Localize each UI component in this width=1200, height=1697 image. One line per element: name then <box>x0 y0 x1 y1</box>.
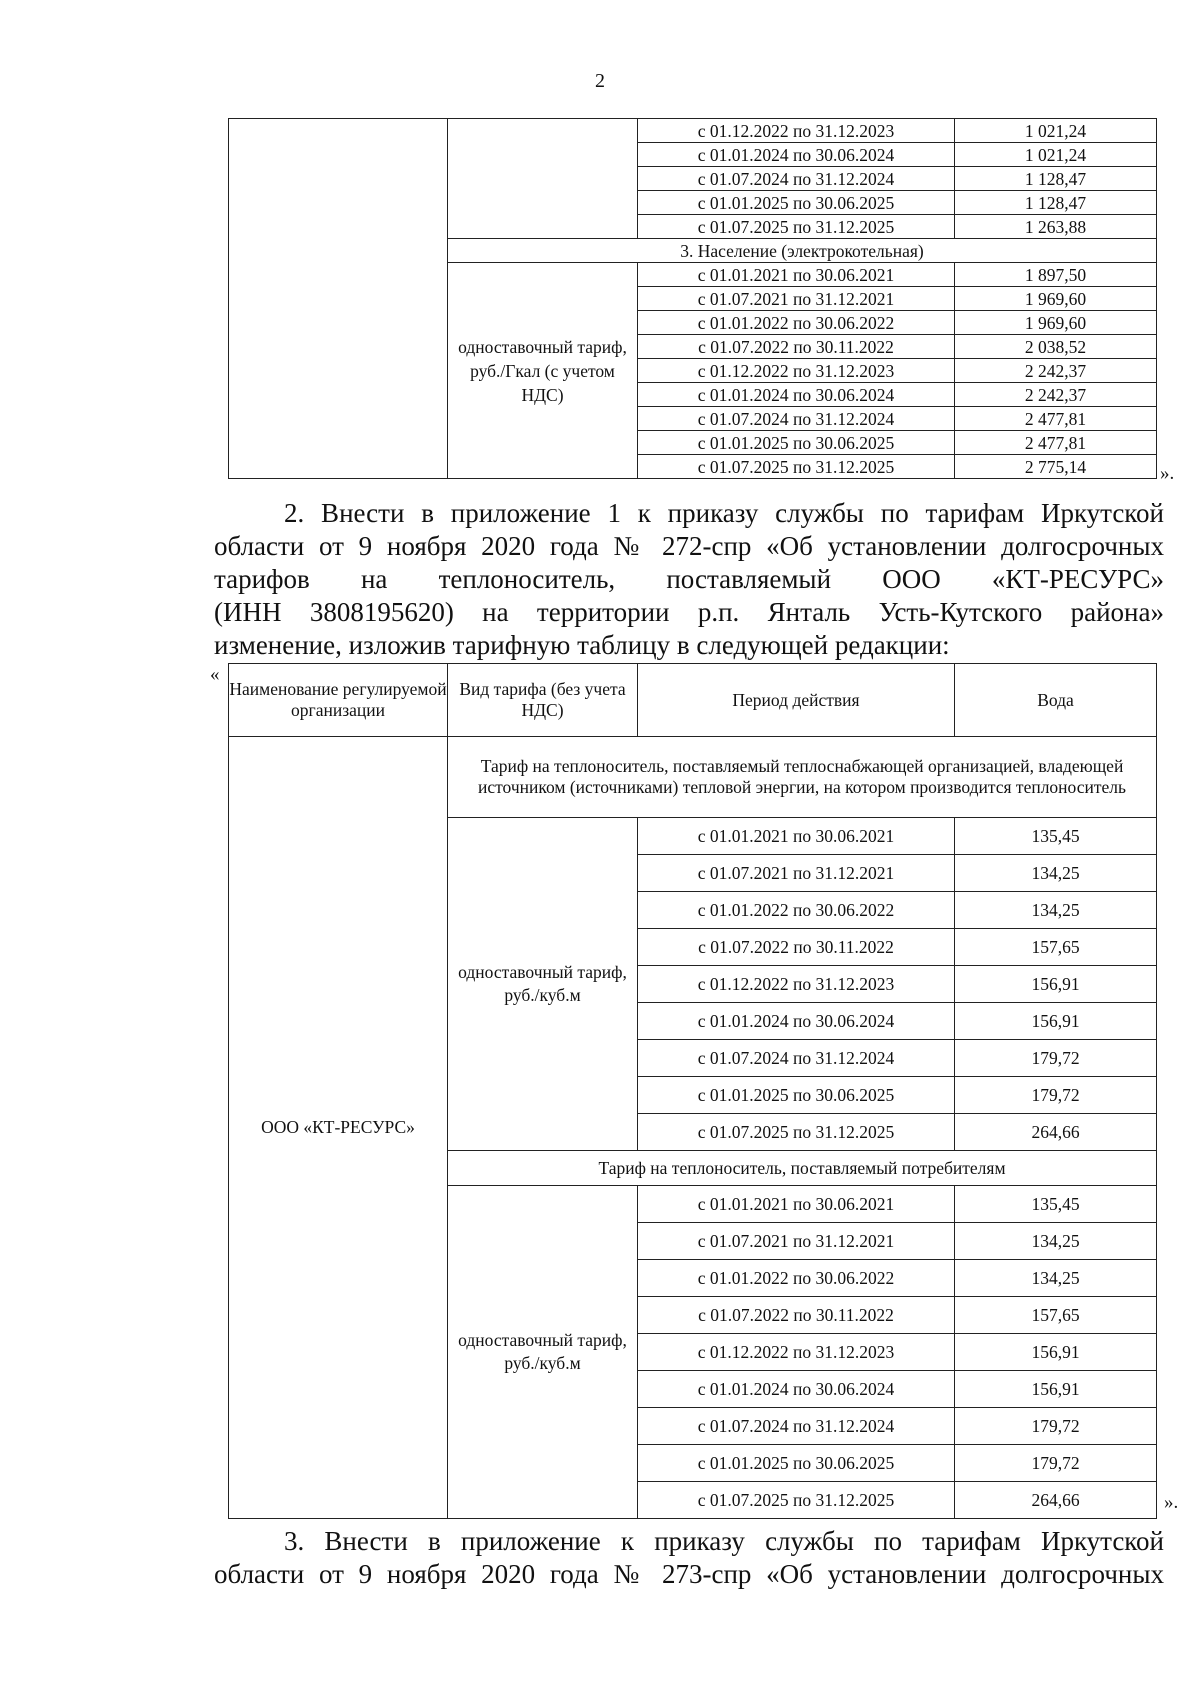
value-cell: 134,25 <box>955 855 1157 892</box>
period-cell: с 01.07.2025 по 31.12.2025 <box>638 1482 955 1519</box>
value-cell: 2 038,52 <box>955 335 1157 359</box>
section-title: 3. Население (электрокотельная) <box>448 239 1157 263</box>
tariff-type-cell-empty <box>448 119 638 239</box>
section-title: Тариф на теплоноситель, поставляемый теплоснабжающей организацией, владеющей источником (источниками) тепловой энергии, на котором производится теплоноситель <box>448 737 1157 818</box>
value-cell: 1 021,24 <box>955 119 1157 143</box>
value-cell: 2 477,81 <box>955 431 1157 455</box>
value-cell: 1 897,50 <box>955 263 1157 287</box>
period-cell: с 01.12.2022 по 31.12.2023 <box>638 119 955 143</box>
value-cell: 264,66 <box>955 1482 1157 1519</box>
value-cell: 135,45 <box>955 818 1157 855</box>
period-cell: с 01.07.2024 по 31.12.2024 <box>638 1408 955 1445</box>
period-cell: с 01.07.2024 по 31.12.2024 <box>638 407 955 431</box>
value-cell: 1 969,60 <box>955 311 1157 335</box>
value-cell: 2 242,37 <box>955 359 1157 383</box>
tariff-unit-cell: одноставочный тариф, руб./куб.м <box>448 818 638 1151</box>
value-cell: 156,91 <box>955 1371 1157 1408</box>
header-period: Период действия <box>638 664 955 737</box>
period-cell: с 01.07.2025 по 31.12.2025 <box>638 455 955 479</box>
period-cell: с 01.01.2024 по 30.06.2024 <box>638 1003 955 1040</box>
section-row <box>229 737 1157 818</box>
value-cell: 156,91 <box>955 966 1157 1003</box>
period-cell: с 01.01.2022 по 30.06.2022 <box>638 892 955 929</box>
value-cell: 1 021,24 <box>955 143 1157 167</box>
period-cell: с 01.07.2021 по 31.12.2021 <box>638 855 955 892</box>
header-water: Вода <box>955 664 1157 737</box>
period-cell: с 01.01.2021 по 30.06.2021 <box>638 1186 955 1223</box>
org-name-cell: ООО «КТ-РЕСУРС» <box>229 737 448 1519</box>
period-cell: с 01.07.2024 по 31.12.2024 <box>638 1040 955 1077</box>
paragraph-line: 2. Внести в приложение 1 к приказу службы по тарифам Иркутской <box>284 498 1164 528</box>
value-cell: 157,65 <box>955 1297 1157 1334</box>
value-cell: 134,25 <box>955 892 1157 929</box>
period-cell: с 01.01.2025 по 30.06.2025 <box>638 1445 955 1482</box>
value-cell: 1 128,47 <box>955 191 1157 215</box>
period-cell: с 01.12.2022 по 31.12.2023 <box>638 1334 955 1371</box>
paragraph-line: области от 9 ноября 2020 года № 273-спр «Об установлении долгосрочных <box>214 1559 1164 1589</box>
period-cell: с 01.07.2025 по 31.12.2025 <box>638 1114 955 1151</box>
value-cell: 2 775,14 <box>955 455 1157 479</box>
header-org: Наименование регулируемой организации <box>229 664 448 737</box>
value-cell: 1 263,88 <box>955 215 1157 239</box>
table-row <box>229 119 1157 143</box>
value-cell: 156,91 <box>955 1003 1157 1040</box>
tariff-table-continuation <box>228 118 1157 479</box>
period-cell: с 01.01.2022 по 30.06.2022 <box>638 311 955 335</box>
period-cell: с 01.01.2024 по 30.06.2024 <box>638 383 955 407</box>
value-cell: 135,45 <box>955 1186 1157 1223</box>
value-cell: 179,72 <box>955 1408 1157 1445</box>
period-cell: с 01.12.2022 по 31.12.2023 <box>638 966 955 1003</box>
value-cell: 1 128,47 <box>955 167 1157 191</box>
period-cell: с 01.07.2021 по 31.12.2021 <box>638 1223 955 1260</box>
period-cell: с 01.07.2025 по 31.12.2025 <box>638 215 955 239</box>
value-cell: 179,72 <box>955 1445 1157 1482</box>
value-cell: 179,72 <box>955 1077 1157 1114</box>
table2-close-quote: ». <box>1164 1492 1179 1513</box>
period-cell: с 01.07.2022 по 30.11.2022 <box>638 335 955 359</box>
period-cell: с 01.07.2021 по 31.12.2021 <box>638 287 955 311</box>
paragraph-line: 3. Внести в приложение к приказу службы по тарифам Иркутской <box>284 1526 1164 1556</box>
period-cell: с 01.07.2022 по 30.11.2022 <box>638 1297 955 1334</box>
tariff-unit-cell: одноставочный тариф, руб./Гкал (с учетом НДС) <box>448 263 638 479</box>
tariff-unit-cell: одноставочный тариф, руб./куб.м <box>448 1186 638 1519</box>
table-header-row <box>229 664 1157 737</box>
tariff-table-coolant <box>228 663 1157 1519</box>
value-cell: 134,25 <box>955 1223 1157 1260</box>
org-cell-empty <box>229 119 448 479</box>
value-cell: 264,66 <box>955 1114 1157 1151</box>
value-cell: 156,91 <box>955 1334 1157 1371</box>
paragraph-line: (ИНН 3808195620) на территории р.п. Янталь Усть-Кутского района» <box>214 597 1164 627</box>
period-cell: с 01.01.2024 по 30.06.2024 <box>638 1371 955 1408</box>
value-cell: 2 477,81 <box>955 407 1157 431</box>
section-title: Тариф на теплоноситель, поставляемый потребителям <box>448 1151 1157 1186</box>
value-cell: 1 969,60 <box>955 287 1157 311</box>
period-cell: с 01.12.2022 по 31.12.2023 <box>638 359 955 383</box>
period-cell: с 01.01.2025 по 30.06.2025 <box>638 191 955 215</box>
table2-open-quote: « <box>210 664 220 685</box>
period-cell: с 01.01.2021 по 30.06.2021 <box>638 263 955 287</box>
value-cell: 157,65 <box>955 929 1157 966</box>
period-cell: с 01.01.2022 по 30.06.2022 <box>638 1260 955 1297</box>
paragraph-line: области от 9 ноября 2020 года № 272-спр «Об установлении долгосрочных <box>214 531 1164 561</box>
header-tariff-type: Вид тарифа (без учета НДС) <box>448 664 638 737</box>
page-number: 2 <box>595 70 605 92</box>
paragraph-3 <box>214 1525 1164 1591</box>
period-cell: с 01.07.2024 по 31.12.2024 <box>638 167 955 191</box>
period-cell: с 01.01.2024 по 30.06.2024 <box>638 143 955 167</box>
value-cell: 179,72 <box>955 1040 1157 1077</box>
period-cell: с 01.01.2025 по 30.06.2025 <box>638 1077 955 1114</box>
period-cell: с 01.07.2022 по 30.11.2022 <box>638 929 955 966</box>
table1-close-quote: ». <box>1160 463 1175 484</box>
value-cell: 134,25 <box>955 1260 1157 1297</box>
paragraph-2 <box>214 497 1164 662</box>
period-cell: с 01.01.2025 по 30.06.2025 <box>638 431 955 455</box>
paragraph-line: изменение, изложив тарифную таблицу в следующей редакции: <box>214 630 950 660</box>
value-cell: 2 242,37 <box>955 383 1157 407</box>
period-cell: с 01.01.2021 по 30.06.2021 <box>638 818 955 855</box>
paragraph-line: тарифов на теплоноситель, поставляемый ООО «КТ-РЕСУРС» <box>214 564 1164 594</box>
